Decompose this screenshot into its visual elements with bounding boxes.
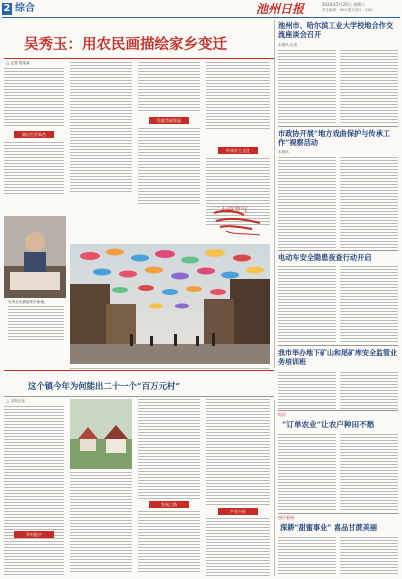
article2-col2-text <box>340 157 398 250</box>
bottom-headline: 这个镇今年为何能出二十一个“百万元村” <box>28 381 181 391</box>
right-head1: “订单农业”让农户种田不愁 <box>282 420 375 429</box>
lead-col1-text-a <box>4 68 64 128</box>
right-col1-text <box>278 434 336 512</box>
lead-col3-text-a <box>138 62 200 113</box>
article1-rule <box>278 126 398 127</box>
box5-label: 乡村振兴 <box>14 531 54 538</box>
box2-label: 绘就美丽家园 <box>149 117 189 124</box>
photo-street-scene <box>70 244 270 364</box>
article2-headline: 市政协开展“地方戏曲保护与传承工作”视察活动 <box>278 129 390 147</box>
right-section2-label: 图片新闻 <box>278 515 294 520</box>
article1-col1-text <box>278 50 336 125</box>
bottom-photo <box>70 399 132 469</box>
right-col4-text <box>340 537 398 576</box>
photo-village <box>70 399 132 469</box>
article2-col1-text <box>278 157 336 250</box>
article1-byline: 本报讯 记者 <box>278 43 298 47</box>
lead-headline: 吴秀玉：用农民画描绘家乡变迁 <box>24 36 227 53</box>
lead-col3-text-b <box>138 128 200 206</box>
portrait-photo <box>4 216 66 298</box>
lead-col1-text-b <box>4 142 64 196</box>
lead-byline: □ 记者 程某某 <box>6 61 30 65</box>
right-head2: 深耕“甜蜜事业” 喜品甘蔗美丽 <box>280 523 378 532</box>
box3-label: 传承乡土文化 <box>218 147 258 154</box>
date-line: 2024年5月25日 星期六 <box>322 2 366 7</box>
bottom-col4-text-b <box>206 518 270 578</box>
bottom-headline-rule <box>4 396 274 397</box>
photo-portrait <box>4 216 66 298</box>
article1-headline: 池州市、哈尔滨工业大学校地合作交流座谈会召开 <box>278 21 394 39</box>
article4-col1-text <box>278 372 336 411</box>
bottom-right-divider <box>274 400 275 576</box>
bottom-col1-text-b <box>4 541 64 577</box>
stamp-text: 二十四节气 <box>212 206 247 214</box>
bottom-col3-text-a <box>138 399 200 501</box>
bottom-col1-text-a <box>4 406 64 562</box>
box1-label: 画出生活本色 <box>14 131 54 138</box>
lead-col4-text-a <box>206 62 270 131</box>
bottom-top-rule <box>4 370 274 371</box>
right-head2-rule <box>278 513 398 514</box>
box6-label: 产业兴旺 <box>218 508 258 515</box>
article3-col2-text <box>340 266 398 344</box>
masthead: 池州日报 <box>256 2 305 16</box>
lead-photo <box>70 244 270 364</box>
article2-rule <box>278 250 398 251</box>
bottom-col3-text-b <box>138 511 200 574</box>
headline-underline <box>4 58 274 59</box>
right-col-divider <box>274 20 275 368</box>
portrait-caption-text <box>8 306 64 342</box>
sub-line: 责任编辑：XXX 版式设计：XXX <box>322 8 373 12</box>
article1-col2-text <box>340 50 398 125</box>
right-col2-text <box>340 434 398 512</box>
right-section1-label: 短评 <box>278 412 286 417</box>
page-number: 2 <box>3 3 11 14</box>
right-col3-text <box>278 537 336 576</box>
article3-headline: 电动车安全隐患夜查行动开启 <box>278 253 372 262</box>
lead-col2-text-a <box>70 62 132 194</box>
bottom-right-top-rule <box>278 410 398 411</box>
bottom-col2-text <box>70 472 132 574</box>
article3-rule <box>278 345 398 346</box>
bottom-col4-text-a <box>206 399 270 507</box>
bottom-kicker: □ 本报记者 <box>6 399 25 403</box>
box4-label: 发展之路 <box>149 501 189 508</box>
article4-headline: 我市举办地下矿山和尾矿库安全监管业务培训班 <box>278 348 397 366</box>
article2-byline: 本报讯 <box>278 150 289 154</box>
portrait-caption: 吴秀玉在描绘家乡新貌。 <box>8 300 48 304</box>
article4-col2-text <box>340 372 398 411</box>
section-title: 综合 <box>15 3 35 14</box>
article3-col1-text <box>278 266 336 344</box>
header-rule <box>2 17 400 18</box>
